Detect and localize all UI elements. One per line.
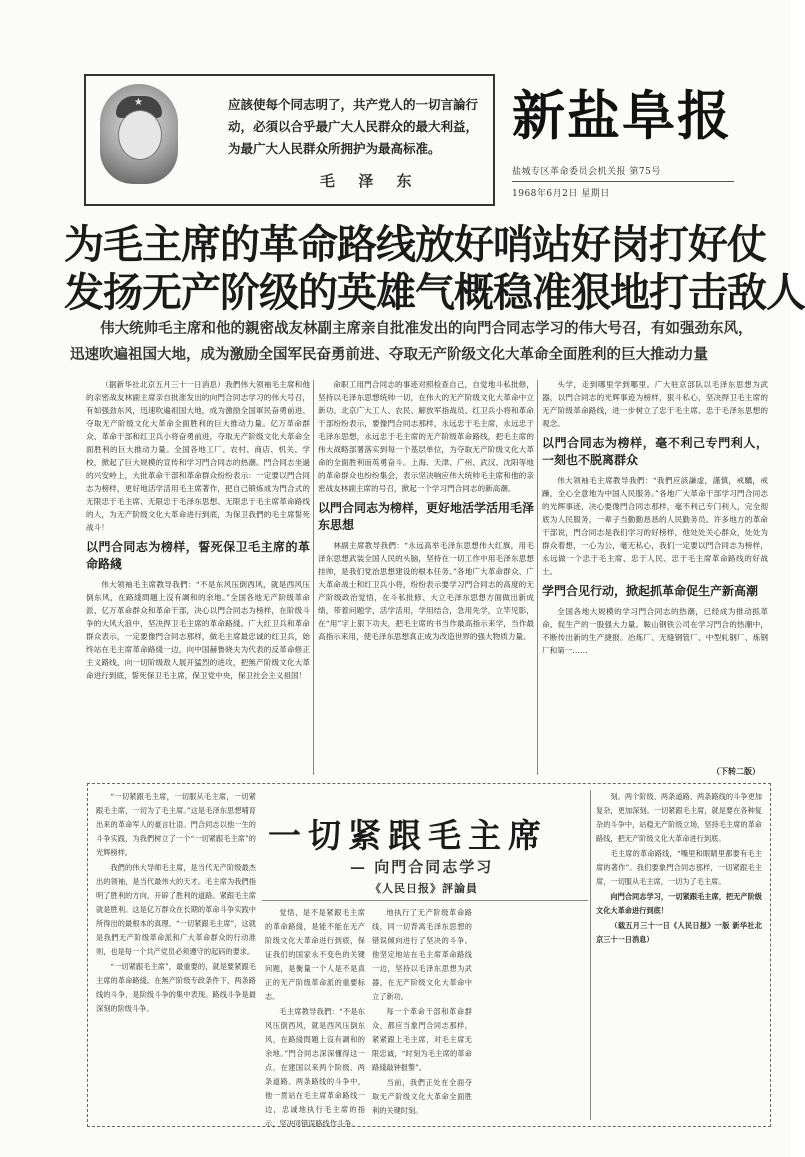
editorial-paragraph: 当前，我們正处在全面夺取无产阶级文化大革命全面胜利的关键时刻。 xyxy=(372,1078,472,1115)
editorial-paragraph: 毛主席的革命路线，“嘴里和眼睛里都要有毛主席的著作”。我们要象門合同志那样，一切紧跟毛主席，一切服从毛主席，一切为了毛主席。 xyxy=(596,849,762,886)
editorial-paragraph: 毛主席教导我們：“不是东风压倒西风，就是西风压倒东风，在路綫問題上沒有調和的余地。”門合同志深深懂得这一点，在建国以来两个阶级、两条道路、两条路线的斗争中，他一贯站在毛主席革命路线一边，忠诚地执行毛主席的指示，坚决同错误路线作斗争。 xyxy=(265,1007,365,1128)
newspaper-title: 新盐阜报 xyxy=(512,86,732,147)
editorial-paragraph: 每一个革命干部和革命群众，都应当象門合同志那样，紧紧跟上毛主席，对毛主席无限忠诚，“时刻为毛主席的革命路綫敲钟报警”。 xyxy=(372,1007,472,1072)
lead-column-3 xyxy=(542,378,768,778)
lead-paragraph: 伟大领袖毛主席教导我們：“不是东风压倒西风，就是西风压倒东风，在路綫問題上沒有調和的余地。”全国各地无产阶级革命派、亿万革命群众和革命干部，决心以門合同志为榜样，在阶级斗争的大风大浪中，坚决捍卫毛主席的革命路綫。广大红卫兵和革命群众表示，一定要像門合同志那样，做毛主席最忠诚的红卫兵，始终站在毛主席革命路綫一边，向中国赫鲁晓夫为代表的反革命修正主义路线，向一切阶级敌人展开猛烈的进攻，把無产阶级文化大革命进行到底，誓死保卫毛主席，保卫党中央，保卫社会主义祖国！ xyxy=(86,580,310,680)
issue-date: 1968年6月2日 星期日 xyxy=(512,189,610,199)
column-rule xyxy=(537,380,538,775)
deck-line-1: 伟大统帅毛主席和他的親密战友林副主席亲自批准发出的向門合同志学习的伟大号召，有如强劲东风， xyxy=(100,320,753,337)
editorial-rule xyxy=(262,900,588,901)
quote-author: 毛 泽 东 xyxy=(320,172,421,190)
lead-paragraph: 伟大领袖毛主席教导我們：“我們应該謙虚，謹慎，戒驕，戒躁，全心全意地为中国人民服务。”各地广大革命干部学习門合同志的光辉事迹，决心要像門合同志那样，毫不利己专门利人，完全彻底为人民服务，一辈子当勤勤恳恳的人民勤务员。许多地方的革命干部说，門合同志是我们学习的好榜样，他处处关心群众，处处为群众着想，一心为公，毫无私心，我们一定要以門合同志为榜样，永远做一个忠于毛主席、忠于人民、忠于毛主席革命路线的好战士。 xyxy=(542,476,768,576)
editorial-paragraph: 我們的伟大导师毛主席，是当代无产阶级最杰出的领袖，是当代最伟大的天才。毛主席为我們指明了胜利的方向，开辟了胜利的道路。紧跟毛主席就是胜利。这是亿万群众在长期的革命斗争实践中所得出的最根本的真理。“一切紧跟毛主席”，这就是我們无产阶级革命派和广大革命群众的行动准则，也是每一个共产党员必须遵守的起码的要求。 xyxy=(96,863,256,956)
lead-paragraph: 林副主席教导我們：“永远高举毛泽东思想伟大红旗，用毛泽东思想武装全国人民的头脑，坚持在一切工作中用毛泽东思想挂帅，是我们党治思想建设的根本任务。”各地广大革命群众、广大革命战士和红卫兵小将，纷纷表示要学习門合同志的高度的无产阶级政治觉悟，在斗私批修、大立毛泽东思想方面做出新成绩，带着问题学，活学活用，学用结合，急用先学，立竿见影，在“用”字上狠下功夫，把毛主席的书当作最高指示来学，当作最高指示来用，使毛泽东思想真正成为改造世界的强大物质力量。 xyxy=(318,541,534,641)
face-shape xyxy=(118,110,162,160)
lead-subhead-1: 以門合同志为榜样，誓死保卫毛主席的革命路綫 xyxy=(86,540,310,571)
publisher-divider xyxy=(512,181,734,182)
lead-subhead-2: 以門合同志为榜样，更好地活学活用毛泽东思想 xyxy=(318,501,535,532)
editorial-title: 一切紧跟毛主席 xyxy=(268,816,548,855)
editorial-column-2 xyxy=(265,906,365,1128)
editorial-paragraph: 刻。两个阶级、两条道路、两条路线的斗争更加复杂，更加深刻。一切紧跟毛主席，就是要在各种复杂的斗争中，站稳无产阶级立场，坚持毛主席的革命路线，把无产阶级文化大革命进行到底。 xyxy=(596,792,762,843)
column-rule xyxy=(590,790,591,1120)
editorial-paragraph: “一切紧跟毛主席，一切服从毛主席，一切紧跟毛主席，一切为了毛主席。”这是毛泽东思想哺育出来的革命军人的豪言壮语。門合同志以他一生的斗争实践，为我們树立了一个“一切紧跟毛主席”的光辉榜样。 xyxy=(96,792,256,857)
editorial-column-3 xyxy=(372,906,472,1120)
editorial-paragraph: 地执行了无产阶级革命路线，同一切背离毛泽东思想的错误倾向进行了坚决的斗争。他坚定地站在毛主席革命路线一边，坚持以毛泽东思想为武器，在无产阶级文化大革命中立了新功。 xyxy=(372,908,472,1001)
headline-line-1: 为毛主席的革命路线放好哨站好岗打好仗 xyxy=(64,222,766,268)
headline-line-2: 发扬无产阶级的英雄气概稳准狠地打击敌人 xyxy=(64,270,805,316)
lead-subhead-4: 学門合见行动，掀起抓革命促生产新高潮 xyxy=(542,584,759,598)
continued-note: （下转二版） xyxy=(712,766,760,776)
editorial-paragraph: 向門合同志学习，一切紧跟毛主席，把无产阶级文化大革命进行到底！ xyxy=(596,892,762,915)
column-rule xyxy=(313,380,314,775)
masthead-quote: 应該使每个同志明了，共产党人的一切言論行动，必須以合乎最广大人民群众的最大利益，为最广大人民群众所拥护为最高标准。 xyxy=(228,97,479,156)
publisher-line: 盐城专区革命委员会机关报 第75号 xyxy=(512,167,661,177)
editorial-column-3b xyxy=(480,906,584,1120)
editorial-subtitle: — 向門合同志学习 xyxy=(350,858,494,876)
editorial-column-1 xyxy=(96,790,256,1120)
star-icon: ★ xyxy=(134,97,143,108)
deck-line-2: 迅速吹遍祖国大地，成为激励全国军民奋勇前进、夺取无产阶级文化大革命全面胜利的巨大推动力量 xyxy=(70,346,708,363)
lead-paragraph: 头学，走到哪里学到哪里。广大驻京部队以毛泽东思想为武器，以門合同志的光辉事迹为榜样，狠斗私心，坚决捍卫毛主席的无产阶级革命路线，进一步树立了忠于毛主席、忠于毛泽东思想的观念。 xyxy=(542,380,768,428)
lead-column-1 xyxy=(86,378,310,778)
editorial-source-note: （载五月三十一日《人民日报》一版 新华社北京三十一日消息） xyxy=(596,921,762,944)
editorial-byline: 《人民日报》評論員 xyxy=(370,882,478,895)
lead-paragraph: 命职工用門合同志的事迹对照检查自己，自觉地斗私批修，坚持以毛泽东思想统帅一切，在伟大的无产阶级文化大革命中立新功。北京广大工人、农民、解放军指战员、红卫兵小将和革命干部纷纷表示，要像門合同志那样，永远忠于毛主席，永远忠于毛泽东思想，永远忠于毛主席的无产阶级革命路线，把毛主席的伟大战略部署落实到每一个基层单位，为夺取无产阶级文化大革命的全面胜利而英勇奋斗。上海、天津、广州、武汉、沈阳等地的革命群众也纷纷集会，表示坚决响应伟大统帅毛主席和他的亲密战友林副主席的号召，掀起一个学习門合同志的新高潮。 xyxy=(318,380,534,493)
editorial-paragraph: 觉悟，是不是紧跟毛主席的革命路綫，是能不能在无产阶级文化大革命进行到底，保证我们的国家永不变色的关键问题，是衡量一个人是不是真正的无产阶级革命派的重要标志。 xyxy=(265,908,365,1001)
editorial-paragraph: “一切紧跟毛主席”，最重要的，就是要紧跟毛主席的革命路綫。在無产阶级专政条件下，两条路线的斗争，是阶级斗争的集中表现。路线斗争是最深刻的阶级斗争。 xyxy=(96,962,256,1013)
portrait-image xyxy=(100,84,178,184)
lead-paragraph: （据新华社北京五月三十一日消息）我們伟大领袖毛主席和他的亲密战友林副主席亲自批准发出的向門合同志学习的伟大号召，有如强劲东风，迅速吹遍祖国大地，成为激励全国軍民奋勇前进、夺取无产阶级文化大革命全面胜利的巨大推动力量。亿万革命群众、革命干部和红卫兵小将奋勇前进，夺取无产阶级文化大革命全面胜利的巨大推动力量。全国各地工厂、农村、商店、机关、学校，掀起了巨大规模的宣传和学习門合同志的热潮。門合同志坐過的兴安岭上，大批革命干部和革命群众纷纷表示：一定要以門合同志为榜样，更好地活学活用毛主席著作，把自己锻炼成为門合式的无限忠于毛主席、无限忠于毛泽东思想、无限忠于毛主席革命路线的人，为无产阶级文化大革命进行到底，为保卫我們的毛主席誓死战斗！ xyxy=(86,380,310,532)
lead-column-2 xyxy=(318,378,534,778)
lead-subhead-3: 以門合同志为榜样，毫不利己专門利人，一刻也不脱离群众 xyxy=(542,436,768,467)
lead-paragraph: 全国各地大规模的学习門合同志的热潮，已经成为推动抓革命、促生产的一股强大力量。鞍山钢铁公司在学习門合的热潮中，不断传出新的生产捷报。冶炼厂、无缝钢管厂、中型轧钢厂、炼钢厂和第一…… xyxy=(542,607,768,655)
editorial-column-4 xyxy=(596,790,762,1120)
